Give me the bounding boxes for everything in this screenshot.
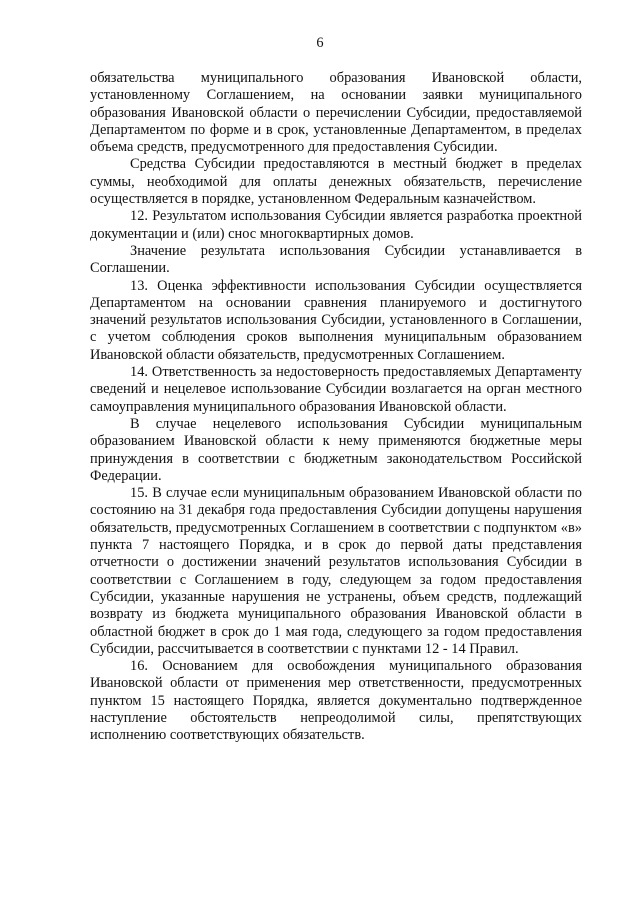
paragraph-item-14: 14. Ответственность за недостоверность предоставляемых Департаменту сведений и нецелевое использование Субсидии возлагается на орган местного самоуправления муниципального образования Ивановской области. bbox=[90, 364, 582, 415]
document-body bbox=[90, 70, 582, 745]
paragraph-item-15: 15. В случае если муниципальным образованием Ивановской области по состоянию на 31 декабря года предоставления Субсидии допущены нарушения обязательств, предусмотренных Соглашением в соответствии с подпунктом «в» пункта 7 настоящего Порядка, и в срок до первой даты представления отчетности о достижении значений результатов использования Субсидии в соответствии с Соглашением в году, следующем за годом предоставления Субсидии, указанные нарушения не устранены, объем средств, подлежащий возврату из бюджета муниципального образования Ивановской области в областной бюджет в срок до 1 мая года, следующего за годом предоставления Субсидии, рассчитывается в соответствии с пунктами 12 - 14 Правил. bbox=[90, 485, 582, 657]
paragraph-item-16: 16. Основанием для освобождения муниципального образования Ивановской области от применения мер ответственности, предусмотренных пунктом 15 настоящего Порядка, является документально подтвержденное наступление обстоятельств непреодолимой силы, препятствующих исполнению соответствующих обязательств. bbox=[90, 658, 582, 744]
paragraph-subsidy-funds: Средства Субсидии предоставляются в местный бюджет в пределах суммы, необходимой для оплаты денежных обязательств, перечисление осуществляется в порядке, установленном Федеральным казначейством. bbox=[90, 156, 582, 208]
paragraph-result-value: Значение результата использования Субсидии устанавливается в Соглашении. bbox=[90, 242, 582, 277]
paragraph-item-13: 13. Оценка эффективности использования Субсидии осуществляется Департаментом на основании сравнения планируемого и достигнутого значений результатов использования Субсидии, установленного в Соглашении, с учетом соблюдения сроков выполнения муниципальным образованием Ивановской области обязательств, предусмотренных Соглашением. bbox=[90, 277, 582, 363]
paragraph-misuse: В случае нецелевого использования Субсидии муниципальным образованием Ивановской области к нему применяются бюджетные меры принуждения в соответствии с бюджетным законодательством Российской Федерации. bbox=[90, 415, 582, 484]
paragraph-item-12: 12. Результатом использования Субсидии является разработка проектной документации и (или) снос многоквартирных домов. bbox=[90, 208, 582, 242]
paragraph-continuation: обязательства муниципального образования Ивановской области, установленному Соглашением, на основании заявки муниципального образования Ивановской области о перечислении Субсидии, предоставляемой Департаментом по форме и в срок, установленные Департаментом, в пределах объема средств, предусмотренного для предоставления Субсидии. bbox=[90, 70, 582, 156]
page-number: 6 bbox=[316, 35, 324, 51]
